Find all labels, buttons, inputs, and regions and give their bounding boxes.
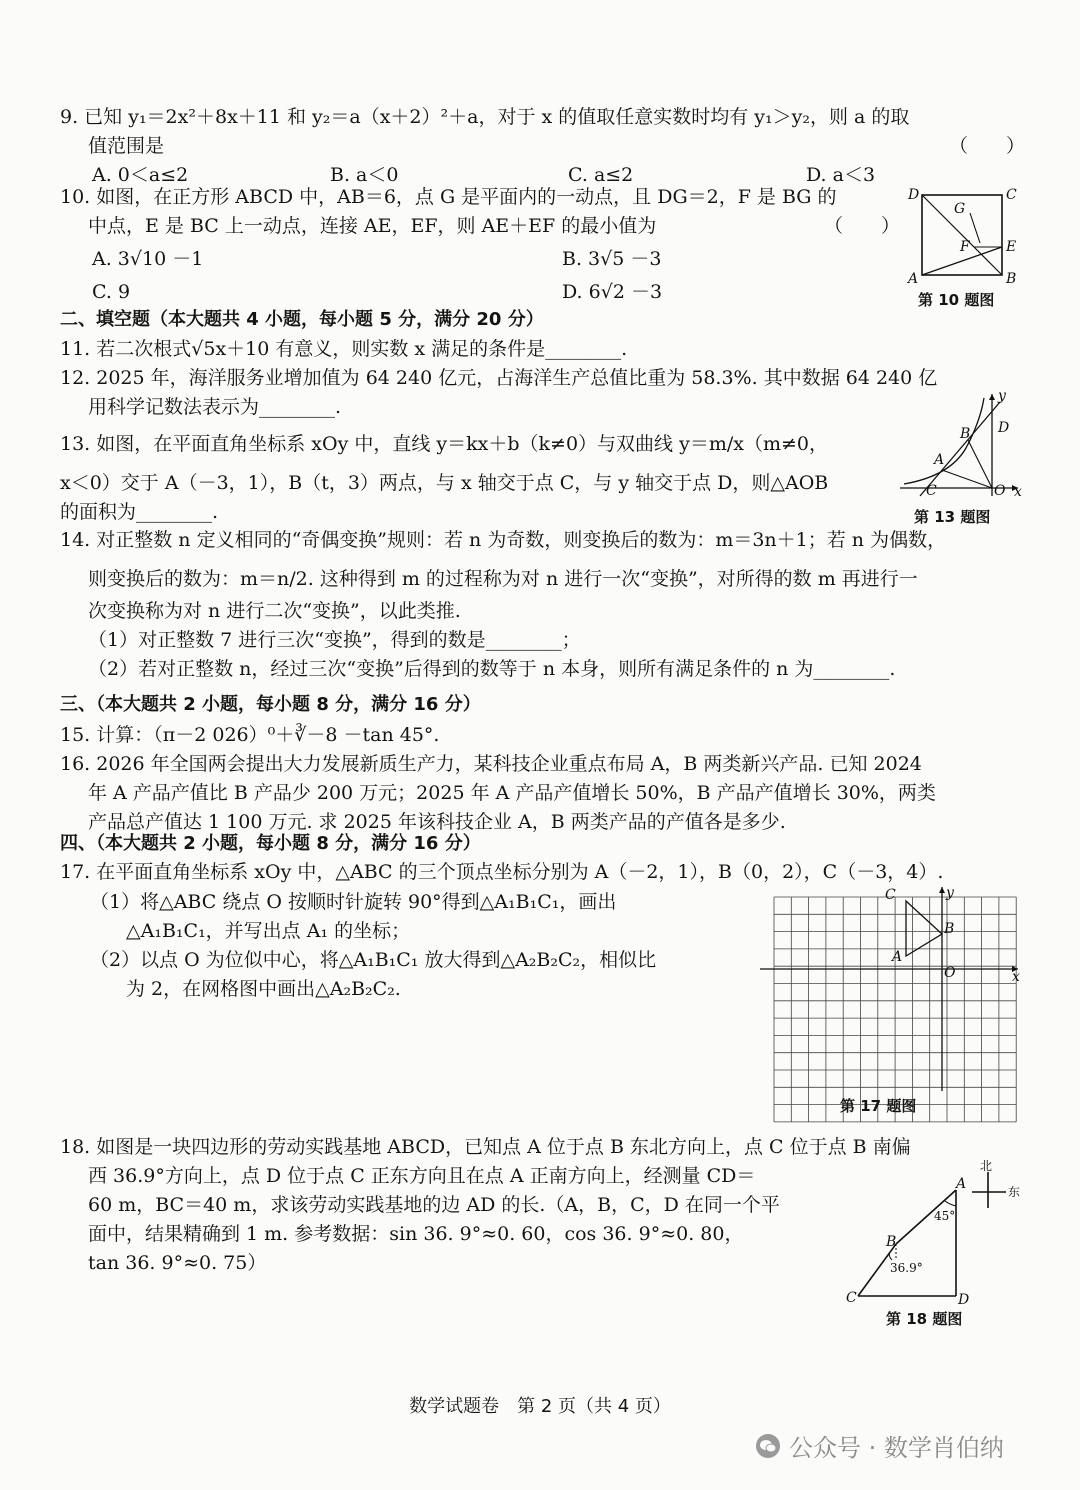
question-13: [60, 430, 895, 527]
fig18-label-north: 北: [980, 1159, 993, 1173]
q17-line2: （1）将△ABC 绕点 O 按顺时针旋转 90°得到△A₁B₁C₁，画出: [90, 891, 617, 913]
question-12: [60, 364, 1025, 422]
section-3-heading: 三、（本大题共 2 小题，每小题 8 分，满分 16 分）: [60, 694, 481, 715]
q17-line4: （2）以点 O 为位似中心，将△A₁B₁C₁ 放大得到△A₂B₂C₂，相似比: [90, 949, 657, 971]
q9-line2: 值范围是: [88, 135, 165, 157]
q16-line1: 16. 2026 年全国两会提出大力发展新质生产力，某科技企业重点布局 A，B 两类新兴产品. 已知 2024: [60, 753, 922, 775]
q16-line3: 产品总产值达 1 100 万元. 求 2025 年该科技企业 A，B 两类产品的产值各是多少.: [88, 811, 786, 833]
question-17-parts: [60, 888, 750, 1004]
q13-line3: 的面积为________.: [60, 501, 219, 523]
fig18-label-a: A: [956, 1176, 967, 1192]
fig13-label-o: O: [994, 483, 1006, 499]
q9-option-a: A. 0＜a≤2: [92, 164, 189, 186]
fig17-label-o: O: [944, 965, 956, 981]
fig10-label-g: G: [954, 201, 966, 217]
q10-option-a: A. 3√10 －1: [92, 248, 204, 270]
q16-line2: 年 A 产品产值比 B 产品少 200 万元；2025 年 A 产品产值增长 50%，B 产品产值增长 30%，两类: [88, 782, 936, 804]
q10-option-b: B. 3√5 －3: [562, 248, 662, 270]
q14-line5: （2）若对正整数 n，经过三次“变换”后得到的数等于 n 本身，则所有满足条件的 n 为________.: [88, 658, 896, 680]
question-18-line1: 18. 如图是一块四边形的劳动实践基地 ABCD，已知点 A 位于点 B 东北方向上，点 C 位于点 B 南偏: [60, 1136, 911, 1158]
q14-line3: 次变换称为对 n 进行二次“变换”，以此类推.: [88, 600, 461, 622]
fig10-label-f: F: [960, 239, 970, 255]
figure-18-caption: 第 18 题图: [886, 1310, 963, 1328]
section-4-heading: 四、（本大题共 2 小题，每小题 8 分，满分 16 分）: [60, 833, 481, 854]
q14-line4: （1）对正整数 7 进行三次“变换”，得到的数是________；: [88, 629, 581, 651]
fig10-label-d: D: [908, 187, 920, 203]
figure-18-drawing: [840, 1160, 1030, 1308]
question-16: [60, 750, 1025, 837]
fig13-label-c: C: [926, 483, 937, 499]
fig17-label-c: C: [885, 887, 896, 903]
fig13-label-y: y: [998, 388, 1006, 404]
fig18-label-d: D: [958, 1292, 970, 1308]
q13-line2: x＜0）交于 A（－3，1），B（t，3）两点，与 x 轴交于点 C，与 y 轴交于点 D，则△AOB: [60, 472, 829, 494]
q14-line1: 14. 对正整数 n 定义相同的“奇偶变换”规则：若 n 为奇数，则变换后的数为：m＝3n＋1；若 n 为偶数，: [60, 529, 947, 551]
question-15: 15. 计算：（π－2 026）⁰＋∛－8 －tan 45°.: [60, 724, 440, 746]
question-17-intro: 17. 在平面直角坐标系 xOy 中，△ABC 的三个顶点坐标分别为 A（－2，1），B（0，2），C（－3，4）.: [60, 861, 944, 883]
question-9: [60, 103, 1025, 190]
fig18-label-east: 东: [1008, 1185, 1021, 1199]
fig17-y-arrow: [939, 887, 945, 893]
wechat-icon: [755, 1433, 781, 1459]
figure-17: [760, 885, 1025, 1115]
watermark: [755, 1428, 1004, 1463]
figure-17-caption: 第 17 题图: [840, 1097, 917, 1115]
question-10: [60, 183, 900, 307]
q18-line3: 60 m，BC＝40 m，求该劳动实践基地的边 AD 的长.（A，B，C，D 在同一个平: [88, 1194, 780, 1216]
fig13-label-d: D: [998, 420, 1010, 436]
q18-line4: 面中，结果精确到 1 m. 参考数据：sin 36. 9°≈0. 60，cos 36. 9°≈0. 80，: [88, 1223, 744, 1245]
question-14: [60, 526, 1025, 684]
q9-option-b: B. a＜0: [330, 164, 399, 186]
q10-options-row2: [60, 278, 900, 307]
q9-line1: 9. 已知 y₁＝2x²＋8x＋11 和 y₂＝a（x＋2）²＋a，对于 x 的值取任意实数时均有 y₁＞y₂，则 a 的取: [60, 106, 910, 128]
figure-10: [900, 183, 1025, 309]
q10-answer-paren: （ ）: [823, 215, 900, 237]
fig17-label-b: B: [944, 921, 955, 937]
fig18-label-369: 36.9°: [890, 1261, 923, 1275]
figure-10-caption: 第 10 题图: [918, 291, 995, 309]
q10-line1: 10. 如图，在正方形 ABCD 中，AB＝6，点 G 是平面内的一动点，且 DG＝2，F 是 BG 的: [60, 186, 837, 208]
fig10-label-a: A: [908, 271, 919, 287]
fig10-label-e: E: [1006, 239, 1017, 255]
q10-line2: 中点，E 是 BC 上一动点，连接 AE，EF，则 AE＋EF 的最小值为: [88, 215, 657, 237]
figure-13: [900, 388, 1025, 526]
fig18-label-b: B: [886, 1234, 897, 1250]
q9-answer-paren: （ ）: [948, 135, 1025, 157]
fig18-label-45: 45°: [934, 1209, 956, 1223]
fig10-label-b: B: [1006, 271, 1017, 287]
q17-line5: 为 2，在网格图中画出△A₂B₂C₂.: [126, 978, 401, 1000]
figure-13-caption: 第 13 题图: [914, 508, 991, 526]
q18-line2: 西 36.9°方向上，点 D 位于点 C 正东方向且在点 A 正南方向上，经测量 CD＝: [88, 1165, 756, 1187]
q14-line2: 则变换后的数为：m＝n/2. 这种得到 m 的过程称为对 n 进行一次“变换”，对所得的数 m 再进行一: [88, 568, 918, 590]
q10-option-d: D. 6√2 －3: [562, 281, 663, 303]
fig17-triangle-abc: [906, 901, 942, 956]
fig18-label-c: C: [846, 1290, 857, 1306]
fig17-label-x: x: [1012, 969, 1020, 985]
figure-10-drawing: [900, 183, 1025, 288]
page-footer: 数学试题卷 第 2 页（共 4 页）: [409, 1396, 671, 1417]
q12-line2: 用科学记数法表示为________.: [88, 396, 342, 418]
section-2-heading: 二、填空题（本大题共 4 小题，每小题 5 分，满分 20 分）: [60, 309, 544, 330]
q10-options-row1: [60, 245, 900, 274]
fig13-label-a: A: [934, 452, 945, 468]
fig13-label-x: x: [1014, 484, 1022, 500]
q10-option-c: C. 9: [92, 281, 131, 303]
q18-line5: tan 36. 9°≈0. 75）: [88, 1252, 267, 1274]
figure-18: [840, 1159, 1030, 1328]
watermark-text: 公众号 · 数学肖伯纳: [789, 1434, 1004, 1462]
fig10-label-c: C: [1006, 187, 1017, 203]
fig17-label-a: A: [892, 949, 903, 965]
question-18-body: [60, 1162, 840, 1278]
q12-line1: 12. 2025 年，海洋服务业增加值为 64 240 亿元，占海洋生产总值比重为 58.3%. 其中数据 64 240 亿: [60, 367, 938, 389]
fig13-label-b: B: [960, 426, 971, 442]
q17-line3: △A₁B₁C₁，并写出点 A₁ 的坐标；: [126, 920, 411, 942]
q13-line1: 13. 如图，在平面直角坐标系 xOy 中，直线 y＝kx＋b（k≠0）与双曲线 y＝m/x（m≠0，: [60, 433, 828, 455]
figure-17-grid: [760, 885, 1025, 1093]
figure-13-drawing: [900, 388, 1025, 500]
q9-option-d: D. a＜3: [806, 164, 876, 186]
question-11: 11. 若二次根式√5x＋10 有意义，则实数 x 满足的条件是________.: [60, 338, 628, 360]
fig17-label-y: y: [946, 885, 954, 901]
q9-option-c: C. a≤2: [568, 164, 634, 186]
